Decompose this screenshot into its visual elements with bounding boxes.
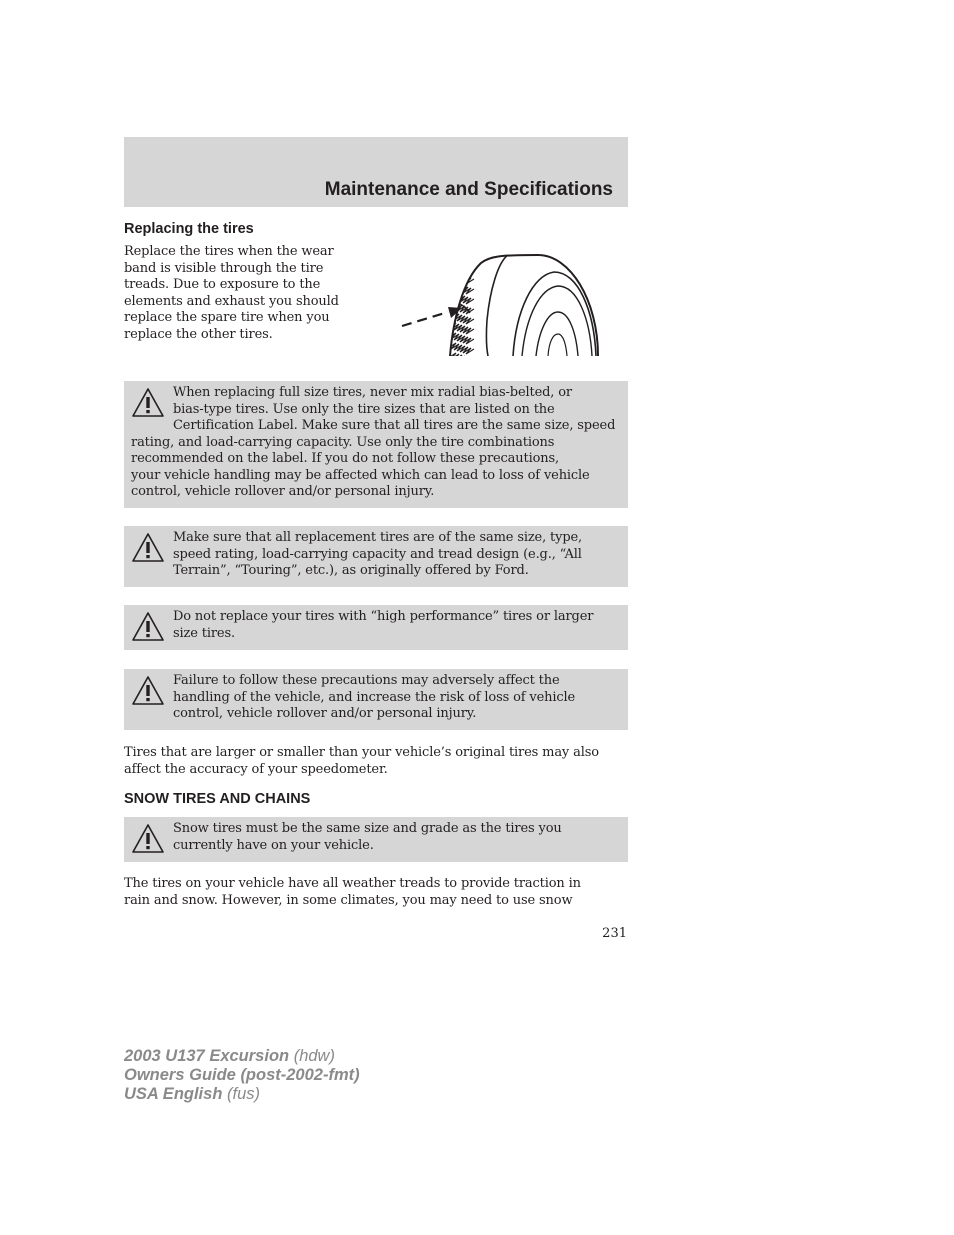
footer-model-code: (hdw) bbox=[289, 1047, 335, 1065]
section-header-band bbox=[124, 137, 628, 207]
footer-line-1 bbox=[124, 1047, 360, 1066]
text-line: elements and exhaust you should bbox=[124, 293, 339, 309]
text-line: bias-type tires. Use only the tire sizes that are listed on the bbox=[173, 401, 555, 417]
text-line: rating, and load-carrying capacity. Use only the tire combinations bbox=[131, 434, 555, 450]
text-line: handling of the vehicle, and increase the risk of loss of vehicle bbox=[173, 689, 576, 705]
text-line: affect the accuracy of your speedometer. bbox=[124, 761, 388, 777]
text-line: Tires that are larger or smaller than your vehicle’s original tires may also bbox=[124, 745, 599, 760]
footer-line-2 bbox=[124, 1066, 360, 1085]
text-line: Certification Label. Make sure that all tires are the same size, speed bbox=[173, 418, 616, 433]
text-line: Do not replace your tires with “high performance” tires or larger bbox=[173, 609, 594, 624]
text-line: currently have on your vehicle. bbox=[173, 837, 374, 853]
document-footer bbox=[124, 1047, 360, 1104]
text-line: Snow tires must be the same size and grade as the tires you bbox=[173, 821, 562, 836]
replacing-tires-paragraph bbox=[124, 244, 339, 343]
text-line: Terrain”, “Touring”, etc.), as originally offered by Ford. bbox=[173, 563, 529, 578]
page-number: 231 bbox=[602, 926, 627, 941]
replacing-tires-heading: Replacing the tires bbox=[124, 221, 254, 237]
text-line: treads. Due to exposure to the bbox=[124, 277, 321, 292]
warning-box-tire-mixing bbox=[124, 381, 628, 508]
text-line: band is visible through the tire bbox=[124, 260, 324, 276]
text-line: control, vehicle rollover and/or personal injury. bbox=[131, 484, 435, 499]
warning-triangle-icon bbox=[131, 387, 165, 419]
text-line: size tires. bbox=[173, 625, 235, 641]
text-line: The tires on your vehicle have all weather treads to provide traction in bbox=[124, 876, 581, 891]
text-line: When replacing full size tires, never mix radial bias-belted, or bbox=[173, 385, 572, 400]
text-line: speed rating, load-carrying capacity and tread design (e.g., “All bbox=[173, 546, 582, 562]
text-line: rain and snow. However, in some climates, you may need to use snow bbox=[124, 892, 573, 908]
warning-triangle-icon bbox=[131, 532, 165, 564]
text-line: Failure to follow these precautions may adversely affect the bbox=[173, 673, 560, 688]
warning-box-precautions bbox=[124, 669, 628, 730]
warning-box-replacement-match bbox=[124, 526, 628, 587]
tire-wear-band-illustration bbox=[398, 250, 603, 358]
warning-box-high-performance bbox=[124, 605, 628, 650]
text-line: Make sure that all replacement tires are of the same size, type, bbox=[173, 530, 583, 545]
text-line: recommended on the label. If you do not follow these precautions, bbox=[131, 451, 559, 466]
warning-triangle-icon bbox=[131, 823, 165, 855]
footer-language: USA English bbox=[124, 1085, 223, 1103]
footer-language-code: (fus) bbox=[222, 1085, 260, 1103]
footer-guide: Owners Guide (post-2002-fmt) bbox=[124, 1066, 360, 1084]
text-line: replace the other tires. bbox=[124, 326, 273, 342]
speedometer-paragraph bbox=[124, 745, 599, 778]
text-line: Replace the tires when the wear bbox=[124, 244, 334, 259]
text-line: control, vehicle rollover and/or personal injury. bbox=[173, 706, 477, 721]
footer-line-3 bbox=[124, 1085, 360, 1104]
footer-model: 2003 U137 Excursion bbox=[124, 1047, 290, 1065]
section-title: Maintenance and Specifications bbox=[324, 179, 613, 200]
warning-triangle-icon bbox=[131, 675, 165, 707]
snow-tires-heading: SNOW TIRES AND CHAINS bbox=[124, 791, 311, 807]
warning-triangle-icon bbox=[131, 611, 165, 643]
warning-box-snow-tires bbox=[124, 817, 628, 862]
text-line: your vehicle handling may be affected which can lead to loss of vehicle bbox=[131, 467, 590, 483]
snow-tires-paragraph bbox=[124, 876, 581, 909]
text-line: replace the spare tire when you bbox=[124, 310, 330, 325]
